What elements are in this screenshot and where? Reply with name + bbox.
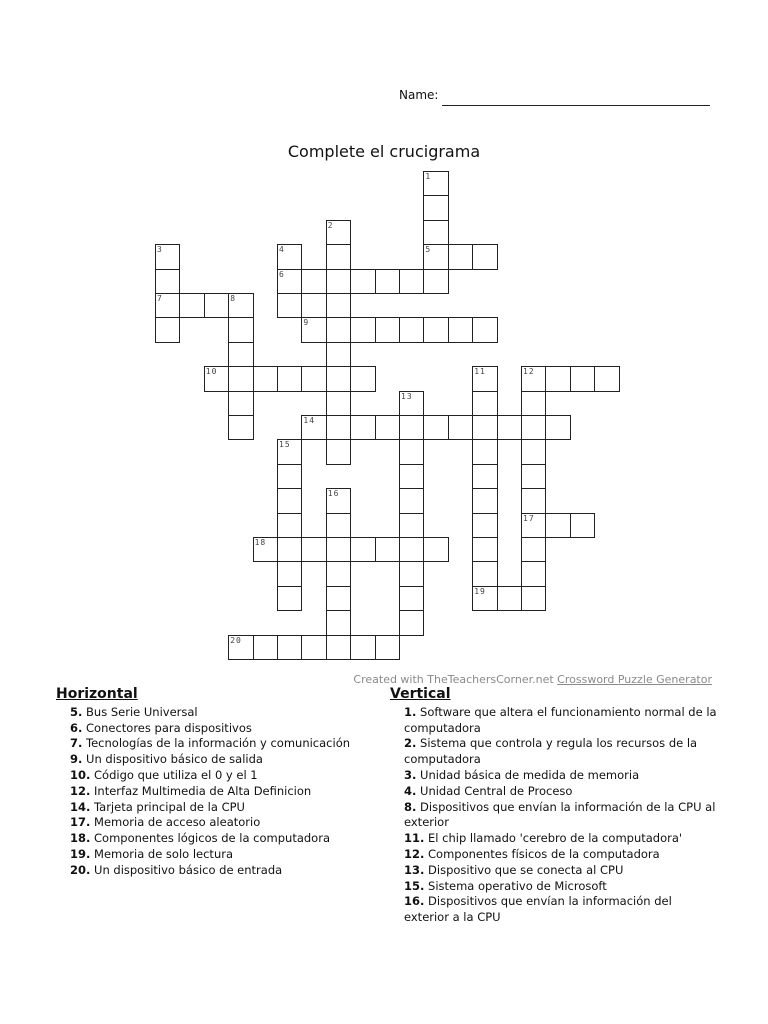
grid-cell[interactable] (326, 391, 351, 416)
grid-cell[interactable] (228, 415, 253, 440)
grid-cell[interactable] (326, 293, 351, 318)
grid-cell[interactable] (545, 366, 570, 391)
grid-cell[interactable] (472, 464, 497, 489)
across-clues (56, 687, 376, 879)
clue-down: 12. Componentes físicos de la computadora (404, 846, 660, 861)
grid-cell[interactable] (301, 269, 326, 294)
clue-number: 20 (230, 635, 242, 645)
clue-number: 4 (279, 245, 285, 255)
grid-cell[interactable] (375, 269, 400, 294)
grid-cell[interactable] (326, 366, 351, 391)
grid-cell[interactable] (277, 635, 302, 660)
grid-cell[interactable] (472, 391, 497, 416)
clue-number: 15 (279, 440, 291, 450)
grid-cell[interactable] (472, 537, 497, 562)
grid-cell[interactable] (521, 439, 546, 464)
grid-cell[interactable] (326, 269, 351, 294)
grid-cell[interactable] (521, 488, 546, 513)
grid-cell[interactable] (326, 610, 351, 635)
grid-cell[interactable] (521, 586, 546, 611)
grid-cell[interactable] (228, 317, 253, 342)
clue-across: 7. Tecnologías de la información y comunicación (70, 736, 351, 751)
grid-cell[interactable] (472, 561, 497, 586)
down-heading: Vertical (390, 686, 451, 702)
grid-cell[interactable] (301, 537, 326, 562)
grid-cell[interactable] (521, 537, 546, 562)
grid-cell[interactable] (326, 415, 351, 440)
grid-cell[interactable] (521, 415, 546, 440)
clue-across: 19. Memoria de solo lectura (70, 846, 234, 861)
grid-cell[interactable] (350, 537, 375, 562)
grid-cell[interactable] (497, 415, 522, 440)
clue-down: 15. Sistema operativo de Microsoft (404, 878, 607, 893)
grid-cell[interactable] (472, 488, 497, 513)
clue-down: 3. Unidad básica de medida de memoria (404, 767, 640, 782)
grid-cell[interactable] (277, 464, 302, 489)
grid-cell[interactable] (277, 537, 302, 562)
grid-cell[interactable] (375, 317, 400, 342)
grid-cell[interactable] (399, 269, 424, 294)
grid-cell[interactable] (277, 513, 302, 538)
clue-number: 17 (523, 513, 535, 523)
grid-cell[interactable] (277, 561, 302, 586)
grid-cell[interactable] (521, 561, 546, 586)
clue-across: 10. Código que utiliza el 0 y el 1 (70, 767, 258, 782)
grid-cell[interactable] (423, 269, 448, 294)
clue-across: 9. Un dispositivo básico de salida (70, 752, 263, 767)
clue-number: 12 (523, 367, 535, 377)
grid-cell[interactable] (253, 366, 278, 391)
clue-across: 5. Bus Serie Universal (70, 704, 198, 719)
grid-cell[interactable] (472, 415, 497, 440)
grid-cell[interactable] (301, 635, 326, 660)
across-heading: Horizontal (56, 686, 138, 702)
grid-cell[interactable] (448, 317, 473, 342)
clue-down: 1. Software que altera el funcionamiento normal de la computadora (404, 704, 717, 735)
clue-number: 7 (157, 294, 163, 303)
clue-across: 20. Un dispositivo básico de entrada (70, 862, 283, 877)
grid-cell[interactable] (277, 586, 302, 611)
clue-number: 10 (205, 367, 218, 377)
grid-cell[interactable] (326, 586, 351, 611)
clue-number: 3 (157, 245, 163, 255)
grid-cell[interactable] (155, 269, 180, 294)
clue-down: 8. Dispositivos que envían la información de la CPU al exterior (404, 799, 716, 830)
clue-down: 13. Dispositivo que se conecta al CPU (404, 862, 624, 877)
grid-cell[interactable] (326, 244, 351, 269)
grid-cell[interactable] (423, 537, 448, 562)
grid-cell[interactable] (326, 342, 351, 367)
clue-number: 13 (401, 391, 413, 401)
grid-cell[interactable] (326, 317, 351, 342)
grid-cell[interactable] (399, 439, 424, 464)
grid-cell[interactable] (423, 220, 448, 245)
page-title: Complete el crucigrama (287, 142, 481, 161)
grid-cell[interactable] (301, 366, 326, 391)
grid-cell[interactable] (326, 513, 351, 538)
clue-across: 18. Componentes lógicos de la computadora (70, 831, 330, 846)
down-clues (390, 687, 720, 926)
clue-number: 14 (303, 416, 316, 425)
grid-cell[interactable] (399, 586, 424, 611)
grid-cell[interactable] (399, 537, 424, 562)
grid-cell[interactable] (472, 244, 497, 269)
grid-cell[interactable] (277, 488, 302, 513)
clue-number: 1 (425, 172, 432, 181)
grid-cell[interactable] (326, 537, 351, 562)
grid-cell[interactable] (545, 415, 570, 440)
clue-across: 12. Interfaz Multimedia de Alta Definicion (70, 783, 312, 798)
grid-cell[interactable] (472, 439, 497, 464)
clue-down: 2. Sistema que controla y regula los recursos de la computadora (404, 736, 698, 767)
grid-cell[interactable] (423, 415, 448, 440)
grid-cell[interactable] (448, 415, 473, 440)
grid-cell[interactable] (570, 513, 595, 538)
clue-across: 14. Tarjeta principal de la CPU (70, 799, 245, 814)
grid-cell[interactable] (399, 561, 424, 586)
grid-cell[interactable] (399, 488, 424, 513)
grid-cell[interactable] (399, 513, 424, 538)
clue-number: 18 (254, 538, 267, 547)
grid-cell[interactable] (399, 415, 424, 440)
clue-number: 8 (230, 294, 237, 303)
grid-cell[interactable] (228, 342, 253, 367)
grid-cell[interactable] (277, 366, 302, 391)
clue-number: 2 (327, 220, 334, 230)
grid-cell[interactable] (350, 635, 375, 660)
grid-cell[interactable] (350, 317, 375, 342)
grid-cell[interactable] (497, 586, 522, 611)
generator-link[interactable]: Crossword Puzzle Generator (557, 673, 712, 686)
grid-cell[interactable] (350, 415, 375, 440)
grid-cell[interactable] (228, 391, 253, 416)
grid-cell[interactable] (375, 635, 400, 660)
credit-line (353, 673, 712, 686)
clue-number: 6 (279, 269, 285, 279)
grid-cell[interactable] (326, 635, 351, 660)
clue-across: 17. Memoria de acceso aleatorio (70, 815, 261, 830)
grid-cell[interactable] (423, 195, 448, 220)
grid-cell[interactable] (350, 366, 375, 391)
grid-cell[interactable] (472, 513, 497, 538)
grid-cell[interactable] (326, 439, 351, 464)
clue-across: 6. Conectores para dispositivos (70, 720, 252, 735)
grid-cell[interactable] (594, 366, 619, 391)
clue-number: 11 (474, 367, 486, 377)
grid-cell[interactable] (423, 317, 448, 342)
grid-cell[interactable] (375, 537, 400, 562)
clue-down: 11. El chip llamado 'cerebro de la computadora' (404, 831, 683, 846)
clue-number: 19 (474, 586, 486, 596)
grid-cell[interactable] (179, 293, 204, 318)
grid-cell[interactable] (350, 269, 375, 294)
clue-number: 16 (327, 489, 340, 499)
grid-cell[interactable] (570, 366, 595, 391)
grid-cell[interactable] (521, 391, 546, 416)
grid-cell[interactable] (375, 415, 400, 440)
grid-cell[interactable] (399, 610, 424, 635)
grid-cell[interactable] (521, 464, 546, 489)
grid-cell[interactable] (399, 317, 424, 342)
grid-cell[interactable] (155, 317, 180, 342)
clue-number: 5 (425, 245, 432, 255)
grid-cell[interactable] (253, 635, 278, 660)
grid-cell[interactable] (204, 293, 229, 318)
grid-cell[interactable] (472, 317, 497, 342)
grid-cell[interactable] (545, 513, 570, 538)
credit-text: Created with TheTeachersCorner.net (353, 673, 558, 686)
grid-cell[interactable] (448, 244, 473, 269)
clue-down: 4. Unidad Central de Proceso (404, 783, 573, 798)
grid-cell[interactable] (228, 366, 253, 391)
grid-cell[interactable] (277, 293, 302, 318)
grid-cell[interactable] (326, 561, 351, 586)
clue-number: 9 (303, 318, 310, 328)
grid-cell[interactable] (399, 464, 424, 489)
clue-down: 16. Dispositivos que envían la información del exterior a la CPU (404, 894, 672, 925)
name-label: Name: (399, 88, 439, 102)
